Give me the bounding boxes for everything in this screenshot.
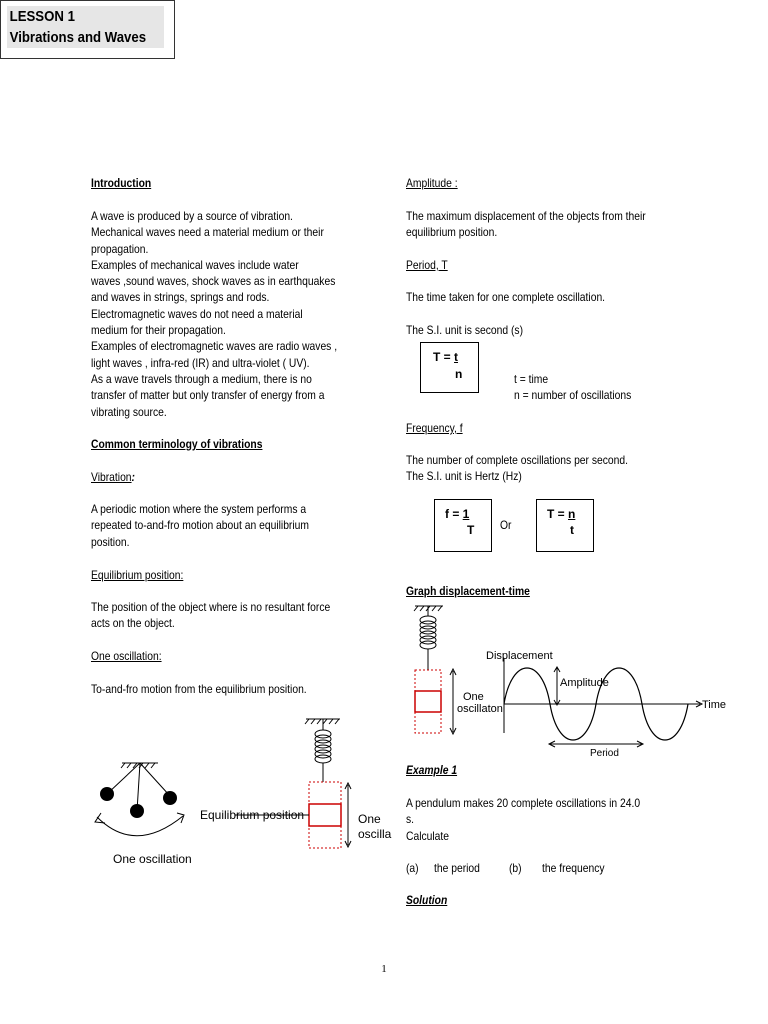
- lesson-title: Vibrations and Waves: [9, 29, 147, 46]
- vibration-colon: :: [131, 470, 135, 484]
- oscillation-heading: One oscillation:: [91, 649, 162, 663]
- equilibrium-line: acts on the object.: [91, 616, 175, 631]
- equilibrium-position-label: Equilibrium position: [200, 808, 305, 822]
- introduction-heading: Introduction: [91, 176, 152, 190]
- amplitude-paragraph: [406, 208, 690, 241]
- pendulum-bob-right: [163, 791, 177, 805]
- solution-heading: Solution: [406, 893, 448, 907]
- period-legend-t: t = time: [514, 372, 549, 386]
- frequency-formula-numerator: 1: [462, 507, 470, 521]
- period-label: Period: [590, 748, 619, 759]
- amplitude-heading: Amplitude :: [406, 176, 458, 190]
- example-line: A pendulum makes 20 complete oscillations in 24.0: [406, 796, 641, 810]
- example-part-b-label: (b): [509, 861, 522, 875]
- period-formula-lhs: T =: [433, 350, 455, 364]
- pendulum-bob-left: [100, 787, 114, 801]
- graph-mass-equilibrium: [415, 691, 441, 712]
- intro-line: transfer of matter but only transfer of energy from a: [91, 388, 325, 403]
- intro-line: medium for their propagation.: [91, 323, 226, 338]
- period-alt-formula-lhs: T =: [547, 507, 569, 521]
- example-part-a-text: the period: [434, 861, 480, 875]
- intro-line: Mechanical waves need a material medium or their: [91, 225, 324, 240]
- lesson-title-shading: [7, 6, 164, 48]
- example-part-b-text: the frequency: [542, 861, 605, 875]
- frequency-formula-box: [434, 499, 492, 552]
- period-si-unit: The S.I. unit is second (s): [406, 323, 524, 337]
- intro-line: propagation.: [91, 241, 149, 256]
- displacement-axis-label: Displacement: [486, 650, 553, 662]
- vibration-paragraph: [91, 501, 375, 550]
- amplitude-line: The maximum displacement of the objects from their: [406, 209, 646, 223]
- mass-lower-position: [309, 826, 341, 848]
- graph-spring-coil: [420, 606, 436, 670]
- equilibrium-line: The position of the object where is no resultant force: [91, 600, 331, 614]
- period-legend-n: n = number of oscillations: [514, 388, 632, 402]
- intro-line: and waves in strings, springs and rods.: [91, 290, 270, 305]
- or-text: Or: [500, 518, 512, 532]
- graph-side-label-1: One: [463, 691, 484, 703]
- vibration-heading-wrap: [91, 469, 135, 485]
- example-line: Calculate: [406, 828, 450, 843]
- pendulum-spring-figure: [85, 705, 392, 870]
- graph-mass-lower: [415, 712, 441, 733]
- frequency-line: The number of complete oscillations per second.: [406, 453, 629, 467]
- period-formula-box: [420, 342, 479, 393]
- arc-arrow-left: [95, 813, 105, 823]
- page-number: 1: [381, 963, 387, 975]
- graph-side-label-2: oscillaton: [457, 703, 503, 715]
- intro-line: A wave is produced by a source of vibration.: [91, 209, 293, 223]
- vibration-heading: Vibration: [91, 470, 132, 484]
- example-part-a-label: (a): [406, 861, 419, 875]
- graph-mass-upper: [415, 670, 441, 691]
- intro-line: waves ,sound waves, shock waves as in earthquakes: [91, 274, 336, 289]
- frequency-paragraph: [406, 452, 690, 485]
- intro-line: Examples of mechanical waves include water: [91, 257, 299, 272]
- vibration-line: position.: [91, 534, 130, 549]
- spring-side-label-1: One: [358, 812, 381, 826]
- period-alt-formula-numerator: n: [568, 507, 576, 521]
- frequency-formula-lhs: f =: [445, 507, 463, 521]
- oscillation-arc: [97, 816, 183, 836]
- vibration-line: A periodic motion where the system performs a: [91, 502, 307, 516]
- pendulum-bob-center: [130, 804, 144, 818]
- example-paragraph: [406, 795, 690, 844]
- period-formula-denominator: n: [455, 367, 463, 381]
- introduction-paragraph: [91, 208, 375, 420]
- period-formula-numerator: t: [454, 350, 459, 364]
- mass-equilibrium-position: [309, 804, 341, 826]
- example-line: s.: [406, 812, 415, 827]
- period-alt-formula-box: [536, 499, 594, 552]
- oscillation-text: To-and-fro motion from the equilibrium position.: [91, 682, 307, 696]
- amplitude-line: equilibrium position.: [406, 225, 498, 240]
- spring-side-label-2: oscilla: [358, 827, 392, 841]
- amplitude-label: Amplitude: [560, 677, 609, 689]
- time-axis-label: Time: [702, 699, 727, 711]
- frequency-heading: Frequency, f: [406, 421, 463, 435]
- intro-line: Examples of electromagnetic waves are radio waves ,: [91, 339, 338, 354]
- one-oscillation-label: One oscillation: [113, 852, 192, 866]
- frequency-line: The S.I. unit is Hertz (Hz): [406, 469, 522, 484]
- period-definition: The time taken for one complete oscillation.: [406, 290, 606, 304]
- pendulum-strings: [107, 763, 170, 811]
- displacement-time-graph: [400, 598, 730, 763]
- period-alt-formula-denominator: t: [570, 523, 574, 537]
- mass-upper-position: [309, 782, 341, 804]
- frequency-formula-denominator: T: [467, 523, 475, 537]
- graph-heading: Graph displacement-time: [406, 584, 530, 598]
- lesson-number: LESSON 1: [9, 8, 75, 25]
- vibration-line: repeated to-and-fro motion about an equilibrium: [91, 518, 310, 533]
- equilibrium-heading: Equilibrium position:: [91, 568, 184, 582]
- intro-line: Electromagnetic waves do not need a material: [91, 306, 303, 321]
- intro-line: light waves , infra-red (IR) and ultra-violet ( UV).: [91, 355, 310, 370]
- intro-line: vibrating source.: [91, 404, 167, 419]
- intro-line: As a wave travels through a medium, there is no: [91, 371, 312, 386]
- spring-coil: [315, 719, 331, 782]
- equilibrium-paragraph: [91, 599, 375, 632]
- period-heading: Period, T: [406, 258, 448, 272]
- terminology-heading: Common terminology of vibrations: [91, 437, 263, 451]
- example-heading: Example 1: [406, 763, 458, 777]
- lesson-title-box: [0, 0, 175, 59]
